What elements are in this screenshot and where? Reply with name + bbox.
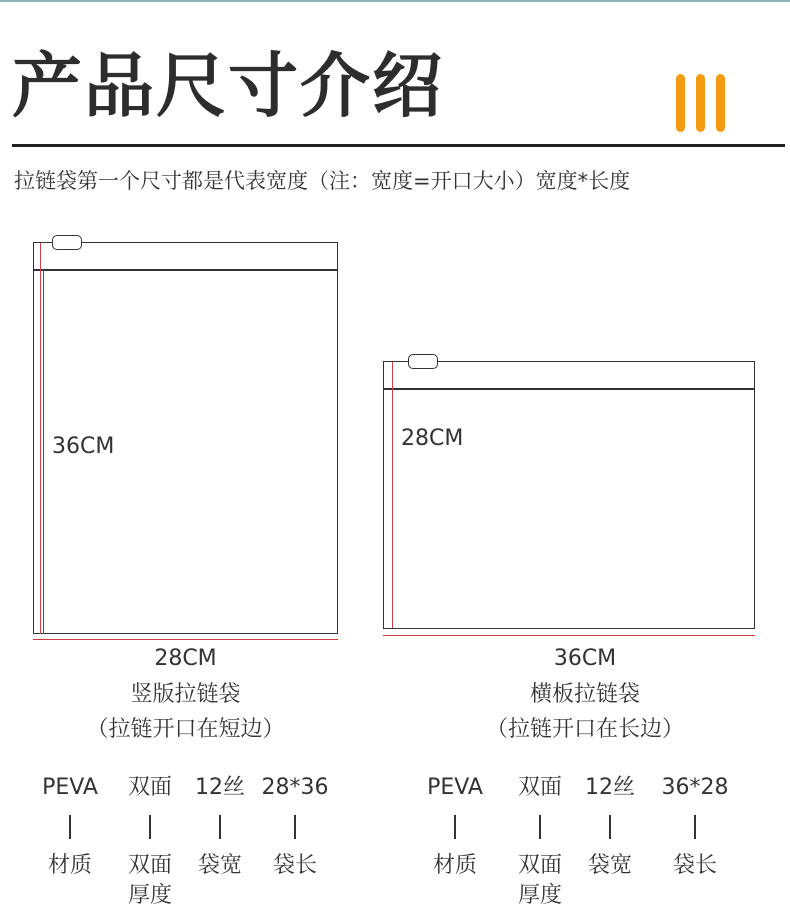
spec-value: 双面 xyxy=(127,775,172,800)
spec-label: 材质 xyxy=(47,853,92,878)
size-note: 拉链袋第一个尺寸都是代表宽度（注：宽度=开口大小）宽度*长度 xyxy=(14,169,631,193)
spec-separator xyxy=(294,815,296,839)
spec-label: 材质 xyxy=(432,853,477,878)
spec-value: 双面 xyxy=(517,775,562,800)
spec-separator xyxy=(149,815,151,839)
spec-separator xyxy=(69,815,71,839)
accent-bar xyxy=(676,74,685,132)
horizontal-bag-diagram xyxy=(383,361,755,629)
spec-thickness xyxy=(580,773,640,881)
spec-material xyxy=(30,773,110,881)
spec-value: 36*28 xyxy=(661,775,729,800)
accent-bar xyxy=(696,74,705,132)
width-measure-line xyxy=(33,639,338,640)
spec-sides xyxy=(505,773,575,911)
height-label: 28CM xyxy=(401,426,464,451)
title-underline xyxy=(12,144,785,147)
width-measure-line xyxy=(383,635,755,636)
bag-note: （拉链开口在长边） xyxy=(485,717,684,742)
zipper-tab xyxy=(408,354,438,369)
zipper-line xyxy=(384,388,754,390)
bag-name: 横板拉链袋 xyxy=(529,682,640,707)
spec-value: 12丝 xyxy=(195,775,245,800)
width-label: 28CM xyxy=(154,646,217,671)
spec-label: 袋宽 xyxy=(587,853,632,878)
spec-size xyxy=(255,773,335,881)
spec-label: 双面 厚度 xyxy=(127,853,172,908)
spec-size xyxy=(655,773,735,881)
height-measure-line xyxy=(392,362,393,628)
spec-sides xyxy=(115,773,185,911)
spec-value: PEVA xyxy=(42,775,98,800)
page-title: 产品尺寸介绍 xyxy=(12,45,444,127)
spec-label: 袋长 xyxy=(672,853,717,878)
spec-value: 12丝 xyxy=(585,775,635,800)
spec-label: 袋长 xyxy=(272,853,317,878)
width-label: 36CM xyxy=(553,646,617,671)
spec-label: 双面 厚度 xyxy=(517,853,562,908)
spec-label: 袋宽 xyxy=(197,853,242,878)
zipper-tab xyxy=(52,235,82,250)
spec-separator xyxy=(539,815,541,839)
zipper-line xyxy=(34,269,337,271)
height-measure-line xyxy=(40,243,41,634)
accent-bar xyxy=(716,74,725,132)
spec-separator xyxy=(694,815,696,839)
height-measure-line xyxy=(43,270,44,634)
spec-material xyxy=(415,773,495,881)
top-divider xyxy=(0,0,790,2)
bag-note: （拉链开口在短边） xyxy=(86,717,285,742)
spec-separator xyxy=(454,815,456,839)
spec-separator xyxy=(219,815,221,839)
spec-value: PEVA xyxy=(427,775,483,800)
spec-value: 28*36 xyxy=(261,775,329,800)
bag-name: 竖版拉链袋 xyxy=(130,682,241,707)
height-label: 36CM xyxy=(52,434,115,459)
spec-separator xyxy=(609,815,611,839)
spec-thickness xyxy=(190,773,250,881)
accent-bars-icon xyxy=(676,74,726,132)
